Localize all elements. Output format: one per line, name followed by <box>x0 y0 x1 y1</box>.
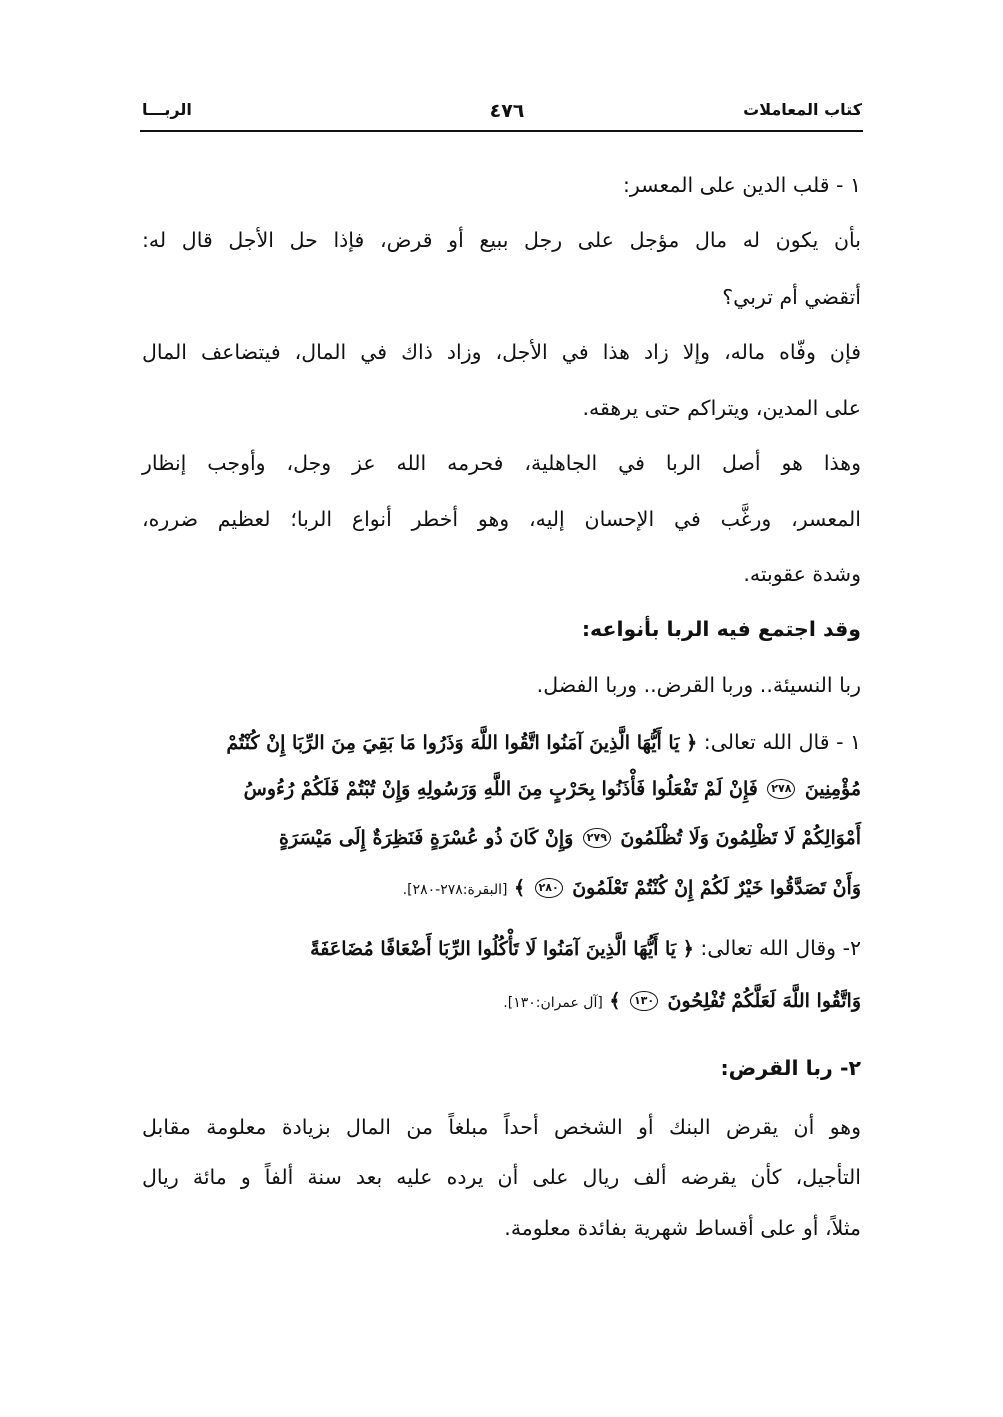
quote1-line-1 <box>226 727 861 758</box>
section1-line: وشدة عقوبته. <box>743 562 861 586</box>
quote1-reference: [البقرة:٢٧٨-٢٨٠]. <box>402 882 508 898</box>
quote2-verse-text: ﴿ يَا أَيُّهَا الَّذِينَ آمَنُوا لَا تَأْكُلُوا الرِّبَا أَضْعَافًا مُضَاعَفَةً <box>310 938 694 960</box>
chapter-title: الربـــا <box>142 100 192 119</box>
quote1-line-4 <box>403 872 861 905</box>
header-rule <box>140 130 863 132</box>
verse-number-marker: ١٣٠ <box>630 991 658 1011</box>
section1-line: وهذا هو أصل الربا في الجاهلية، فحرمه الله عز وجل، وأوجب إنظار <box>142 451 861 475</box>
section1-line: فإن وفّاه ماله، وإلا زاد هذا في الأجل، وزاد ذاك في المال، فيتضاعف المال <box>142 340 861 364</box>
section1-heading: ١ - قلب الدين على المعسر: <box>622 173 861 197</box>
closing-bracket: ﴾ <box>609 990 621 1012</box>
riba-types-line: ربا النسيئة.. وربا القرض.. وربا الفضل. <box>536 673 861 697</box>
section1-line: أتقضي أم تربي؟ <box>722 285 861 309</box>
section2-line: مثلاً، أو على أقساط شهرية بفائدة معلومة. <box>504 1216 861 1240</box>
section2-heading: ٢- ربا القرض: <box>720 1056 861 1080</box>
quote1-line-3 <box>279 822 861 853</box>
quote2-verse-text: وَاتَّقُوا اللَّهَ لَعَلَّكُمْ تُفْلِحُونَ <box>667 990 861 1012</box>
quote1-verse-text: فَإِنْ لَمْ تَفْعَلُوا فَأْذَنُوا بِحَرْبٍ مِنَ اللَّهِ وَرَسُولِهِ وَإِنْ تُبْتُمْ فَلَكُمْ رُءُوسُ <box>243 778 758 800</box>
quote1-verse-text: أَمْوَالِكُمْ لَا تَظْلِمُونَ وَلَا تُظْلَمُونَ <box>620 827 861 849</box>
section2-line: التأجيل، كأن يقرضه ألف ريال على أن يرده عليه بعد سنة ألفاً و مائة ريال <box>142 1165 861 1189</box>
verse-number-marker: ٢٨٠ <box>535 878 563 898</box>
quote1-intro: ١ - قال الله تعالى: <box>703 730 861 754</box>
quote2-line-1 <box>310 933 861 964</box>
quote2-intro: ٢- وقال الله تعالى: <box>700 936 861 960</box>
section1-line: بأن يكون له مال مؤجل على رجل ببيع أو قرض، فإذا حل الأجل قال له: <box>142 228 861 252</box>
section1-subheading: وقد اجتمع فيه الربا بأنواعه: <box>581 617 861 641</box>
quote2-reference: [آل عمران:١٣٠]. <box>503 995 603 1011</box>
quote1-verse-text: مُؤْمِنِينَ <box>804 778 861 800</box>
section1-line: على المدين، ويتراكم حتى يرهقه. <box>582 396 861 420</box>
verse-number-marker: ٢٧٨ <box>767 779 795 799</box>
quote1-verse-text: وَأَنْ تَصَدَّقُوا خَيْرٌ لَكُمْ إِنْ كُنْتُمْ تَعْلَمُونَ <box>572 877 861 899</box>
quote1-verse-text: ﴿ يَا أَيُّهَا الَّذِينَ آمَنُوا اتَّقُوا اللَّهَ وَذَرُوا مَا بَقِيَ مِنَ الرِّبَا إِنْ كُنْتُمْ <box>226 732 698 754</box>
running-header <box>142 100 862 130</box>
page-number: ٤٧٦ <box>489 100 525 122</box>
quote1-verse-text: وَإِنْ كَانَ ذُو عُسْرَةٍ فَنَظِرَةٌ إِلَى مَيْسَرَةٍ <box>279 827 574 849</box>
verse-number-marker: ٢٧٩ <box>583 828 611 848</box>
closing-bracket: ﴾ <box>514 877 526 899</box>
section2-line: وهو أن يقرض البنك أو الشخص أحداً مبلغاً من المال بزيادة معلومة مقابل <box>142 1115 861 1139</box>
book-title: كتاب المعاملات <box>743 100 862 119</box>
quote2-line-2 <box>503 985 861 1018</box>
section1-line: المعسر، ورغَّب في الإحسان إليه، وهو أخطر أنواع الربا؛ لعظيم ضرره، <box>142 507 861 531</box>
quote1-line-2 <box>244 773 861 804</box>
